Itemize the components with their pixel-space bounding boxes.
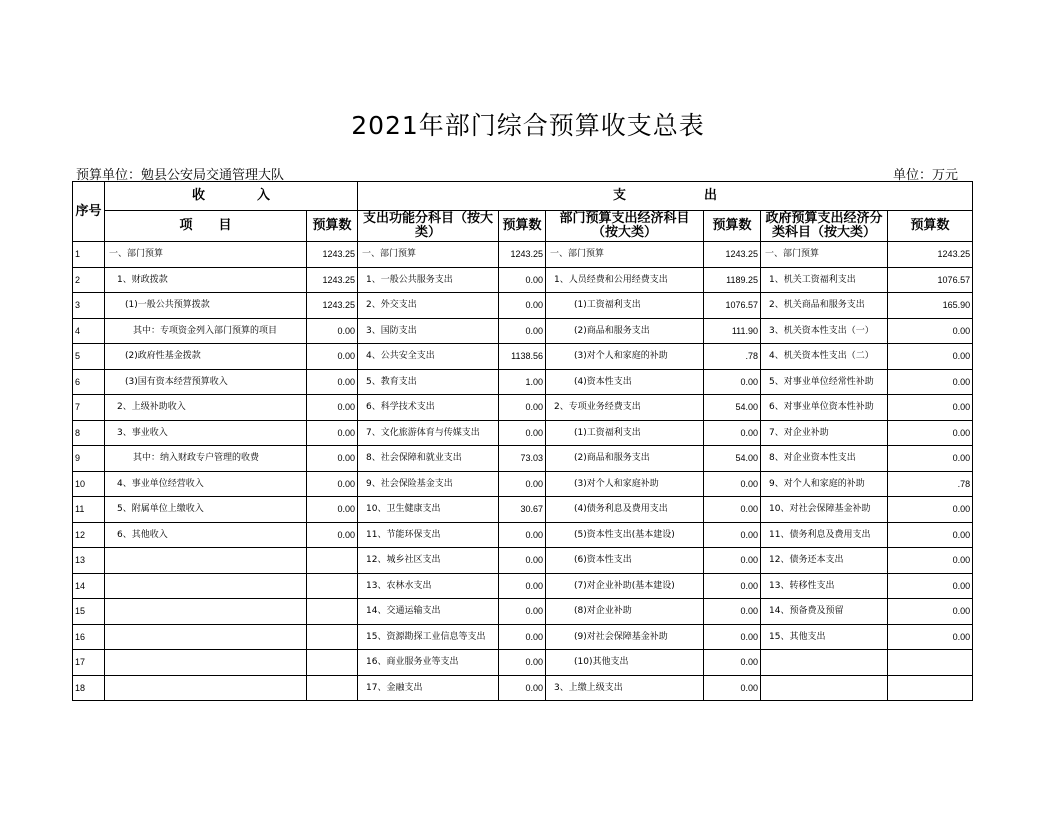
table-row [73, 675, 973, 701]
table-row [73, 369, 973, 395]
dept-econ-amount: 0.00 [704, 369, 761, 395]
gov-econ-amount: 0.00 [888, 497, 973, 523]
income-budget-header: 预算数 [307, 211, 358, 242]
func-class-header: 支出功能分科目（按大类） [358, 211, 499, 242]
func-class-item: 13、农林水支出 [358, 573, 499, 599]
income-item: (2)政府性基金拨款 [105, 344, 307, 370]
row-seq: 15 [73, 599, 105, 625]
func-class-item: 12、城乡社区支出 [358, 548, 499, 574]
gov-econ-amount: 0.00 [888, 573, 973, 599]
dept-econ-amount: 0.00 [704, 522, 761, 548]
income-item: 5、附属单位上缴收入 [105, 497, 307, 523]
table-row [73, 497, 973, 523]
income-item: 其中：专项资金列入部门预算的项目 [105, 318, 307, 344]
gov-econ-item: 10、对社会保障基金补助 [761, 497, 888, 523]
dept-econ-amount: 111.90 [704, 318, 761, 344]
func-class-item: 7、文化旅游体育与传媒支出 [358, 420, 499, 446]
gov-econ-item: 12、债务还本支出 [761, 548, 888, 574]
gov-econ-item: 14、预备费及预留 [761, 599, 888, 625]
income-item [105, 599, 307, 625]
dept-econ-amount: 0.00 [704, 497, 761, 523]
table-row [73, 318, 973, 344]
gov-econ-amount: 0.00 [888, 420, 973, 446]
row-seq: 12 [73, 522, 105, 548]
table-row [73, 267, 973, 293]
income-amount [307, 573, 358, 599]
dept-econ-item: 3、上缴上级支出 [546, 675, 704, 701]
func-class-item: 1、一般公共服务支出 [358, 267, 499, 293]
func-class-item: 17、金融支出 [358, 675, 499, 701]
dept-econ-item: (5)资本性支出(基本建设) [546, 522, 704, 548]
gov-econ-item: 4、机关资本性支出（二） [761, 344, 888, 370]
func-class-item: 3、国防支出 [358, 318, 499, 344]
table-row [73, 650, 973, 676]
income-amount: 0.00 [307, 344, 358, 370]
dept-econ-item: (3)对个人和家庭的补助 [546, 344, 704, 370]
income-amount: 0.00 [307, 369, 358, 395]
income-amount [307, 599, 358, 625]
row-seq: 5 [73, 344, 105, 370]
dept-econ-amount: 54.00 [704, 446, 761, 472]
dept-econ-item: (8)对企业补助 [546, 599, 704, 625]
table-header-row-2 [73, 211, 973, 242]
table-row [73, 242, 973, 268]
dept-econ-amount: 54.00 [704, 395, 761, 421]
gov-econ-item: 5、对事业单位经常性补助 [761, 369, 888, 395]
gov-econ-item: 7、对企业补助 [761, 420, 888, 446]
income-amount [307, 548, 358, 574]
dept-econ-amount: 0.00 [704, 548, 761, 574]
row-seq: 14 [73, 573, 105, 599]
table-row [73, 293, 973, 319]
gov-econ-amount: 0.00 [888, 369, 973, 395]
gov-econ-amount: 0.00 [888, 446, 973, 472]
income-item [105, 650, 307, 676]
gov-econ-amount: 0.00 [888, 395, 973, 421]
budget-unit-label: 预算单位：勉县公安局交通管理大队 [76, 168, 285, 183]
dept-econ-item: (1)工资福利支出 [546, 420, 704, 446]
func-class-amount: 73.03 [499, 446, 546, 472]
income-amount: 0.00 [307, 522, 358, 548]
func-class-item: 8、社会保障和就业支出 [358, 446, 499, 472]
dept-econ-item: (3)对个人和家庭补助 [546, 471, 704, 497]
currency-unit-label: 单位：万元 [893, 168, 959, 183]
dept-econ-item: (7)对企业补助(基本建设) [546, 573, 704, 599]
func-class-amount: 0.00 [499, 395, 546, 421]
income-item [105, 624, 307, 650]
func-class-item: 4、公共安全支出 [358, 344, 499, 370]
func-class-amount: 1138.56 [499, 344, 546, 370]
gov-budget-header: 预算数 [888, 211, 973, 242]
gov-econ-item: 6、对事业单位资本性补助 [761, 395, 888, 421]
gov-econ-amount: 165.90 [888, 293, 973, 319]
dept-econ-amount: 0.00 [704, 599, 761, 625]
gov-econ-item: 15、其他支出 [761, 624, 888, 650]
row-seq: 7 [73, 395, 105, 421]
gov-econ-amount: 0.00 [888, 522, 973, 548]
income-item: 2、上级补助收入 [105, 395, 307, 421]
func-class-amount: 0.00 [499, 267, 546, 293]
income-amount: 0.00 [307, 446, 358, 472]
gov-econ-amount [888, 650, 973, 676]
func-class-amount: 1.00 [499, 369, 546, 395]
func-class-item: 9、社会保险基金支出 [358, 471, 499, 497]
dept-econ-amount: 1076.57 [704, 293, 761, 319]
income-item: 其中：纳入财政专户管理的收费 [105, 446, 307, 472]
func-class-item: 14、交通运输支出 [358, 599, 499, 625]
row-seq: 10 [73, 471, 105, 497]
income-amount: 0.00 [307, 471, 358, 497]
dept-econ-amount: 1189.25 [704, 267, 761, 293]
func-class-item: 11、节能环保支出 [358, 522, 499, 548]
gov-econ-header: 政府预算支出经济分类科目（按大类） [761, 211, 888, 242]
gov-econ-amount [888, 675, 973, 701]
dept-econ-item: (4)债务利息及费用支出 [546, 497, 704, 523]
gov-econ-amount: 0.00 [888, 624, 973, 650]
func-class-amount: 0.00 [499, 624, 546, 650]
gov-econ-amount: 0.00 [888, 318, 973, 344]
func-class-item: 2、外交支出 [358, 293, 499, 319]
func-class-amount: 0.00 [499, 522, 546, 548]
table-row [73, 599, 973, 625]
func-class-amount: 0.00 [499, 548, 546, 574]
func-class-amount: 0.00 [499, 573, 546, 599]
income-amount [307, 650, 358, 676]
seq-header: 序号 [73, 182, 105, 242]
func-budget-header: 预算数 [499, 211, 546, 242]
dept-econ-amount: 0.00 [704, 624, 761, 650]
dept-econ-header: 部门预算支出经济科目（按大类） [546, 211, 704, 242]
income-item: (3)国有资本经营预算收入 [105, 369, 307, 395]
func-class-item: 6、科学技术支出 [358, 395, 499, 421]
income-amount: 1243.25 [307, 293, 358, 319]
income-amount [307, 675, 358, 701]
dept-econ-amount: 0.00 [704, 573, 761, 599]
dept-econ-item: (2)商品和服务支出 [546, 318, 704, 344]
dept-econ-item: (1)工资福利支出 [546, 293, 704, 319]
func-class-amount: 0.00 [499, 471, 546, 497]
row-seq: 9 [73, 446, 105, 472]
income-item: 3、事业收入 [105, 420, 307, 446]
table-row [73, 522, 973, 548]
dept-econ-item: 一、部门预算 [546, 242, 704, 268]
func-class-item: 10、卫生健康支出 [358, 497, 499, 523]
dept-econ-amount: 0.00 [704, 471, 761, 497]
item-header: 项 目 [105, 211, 307, 242]
row-seq: 1 [73, 242, 105, 268]
budget-summary-table [72, 181, 973, 701]
row-seq: 3 [73, 293, 105, 319]
dept-econ-amount: 0.00 [704, 420, 761, 446]
income-item [105, 675, 307, 701]
gov-econ-item: 一、部门预算 [761, 242, 888, 268]
table-row [73, 548, 973, 574]
func-class-item: 一、部门预算 [358, 242, 499, 268]
dept-econ-item: 1、人员经费和公用经费支出 [546, 267, 704, 293]
gov-econ-item [761, 675, 888, 701]
table-row [73, 624, 973, 650]
func-class-item: 16、商业服务业等支出 [358, 650, 499, 676]
func-class-amount: 0.00 [499, 650, 546, 676]
income-item: 6、其他收入 [105, 522, 307, 548]
gov-econ-item: 2、机关商品和服务支出 [761, 293, 888, 319]
income-amount: 0.00 [307, 318, 358, 344]
income-amount: 0.00 [307, 395, 358, 421]
dept-econ-item: (10)其他支出 [546, 650, 704, 676]
dept-econ-item: (2)商品和服务支出 [546, 446, 704, 472]
gov-econ-amount: .78 [888, 471, 973, 497]
func-class-amount: 1243.25 [499, 242, 546, 268]
func-class-amount: 0.00 [499, 675, 546, 701]
dept-econ-item: 2、专项业务经费支出 [546, 395, 704, 421]
table-row [73, 420, 973, 446]
gov-econ-amount: 1076.57 [888, 267, 973, 293]
dept-econ-item: (4)资本性支出 [546, 369, 704, 395]
gov-econ-item: 3、机关资本性支出（一） [761, 318, 888, 344]
income-item: 4、事业单位经营收入 [105, 471, 307, 497]
row-seq: 8 [73, 420, 105, 446]
income-item: 一、部门预算 [105, 242, 307, 268]
income-amount: 0.00 [307, 420, 358, 446]
dept-econ-amount: 1243.25 [704, 242, 761, 268]
func-class-amount: 0.00 [499, 293, 546, 319]
gov-econ-amount: 1243.25 [888, 242, 973, 268]
income-item [105, 548, 307, 574]
income-amount: 1243.25 [307, 242, 358, 268]
dept-econ-amount: 0.00 [704, 650, 761, 676]
gov-econ-item: 11、债务利息及费用支出 [761, 522, 888, 548]
func-class-amount: 0.00 [499, 420, 546, 446]
gov-econ-amount: 0.00 [888, 548, 973, 574]
row-seq: 16 [73, 624, 105, 650]
row-seq: 4 [73, 318, 105, 344]
table-row [73, 344, 973, 370]
expense-header: 支 出 [358, 182, 973, 211]
page-title: 2021年部门综合预算收支总表 [351, 111, 705, 140]
row-seq: 11 [73, 497, 105, 523]
func-class-amount: 30.67 [499, 497, 546, 523]
dept-budget-header: 预算数 [704, 211, 761, 242]
income-amount: 1243.25 [307, 267, 358, 293]
dept-econ-item: (6)资本性支出 [546, 548, 704, 574]
gov-econ-amount: 0.00 [888, 599, 973, 625]
gov-econ-item: 9、对个人和家庭的补助 [761, 471, 888, 497]
table-row [73, 395, 973, 421]
table-row [73, 471, 973, 497]
dept-econ-amount: .78 [704, 344, 761, 370]
func-class-amount: 0.00 [499, 318, 546, 344]
row-seq: 2 [73, 267, 105, 293]
row-seq: 6 [73, 369, 105, 395]
income-amount [307, 624, 358, 650]
row-seq: 17 [73, 650, 105, 676]
income-amount: 0.00 [307, 497, 358, 523]
row-seq: 18 [73, 675, 105, 701]
gov-econ-item: 8、对企业资本性支出 [761, 446, 888, 472]
table-row [73, 573, 973, 599]
gov-econ-amount: 0.00 [888, 344, 973, 370]
gov-econ-item: 1、机关工资福利支出 [761, 267, 888, 293]
gov-econ-item [761, 650, 888, 676]
income-item: 1、财政拨款 [105, 267, 307, 293]
dept-econ-item: (9)对社会保障基金补助 [546, 624, 704, 650]
func-class-amount: 0.00 [499, 599, 546, 625]
row-seq: 13 [73, 548, 105, 574]
income-header: 收 入 [105, 182, 358, 211]
dept-econ-amount: 0.00 [704, 675, 761, 701]
table-row [73, 446, 973, 472]
table-header-row-1 [73, 182, 973, 211]
func-class-item: 15、资源勘探工业信息等支出 [358, 624, 499, 650]
income-item: (1)一般公共预算拨款 [105, 293, 307, 319]
income-item [105, 573, 307, 599]
gov-econ-item: 13、转移性支出 [761, 573, 888, 599]
func-class-item: 5、教育支出 [358, 369, 499, 395]
